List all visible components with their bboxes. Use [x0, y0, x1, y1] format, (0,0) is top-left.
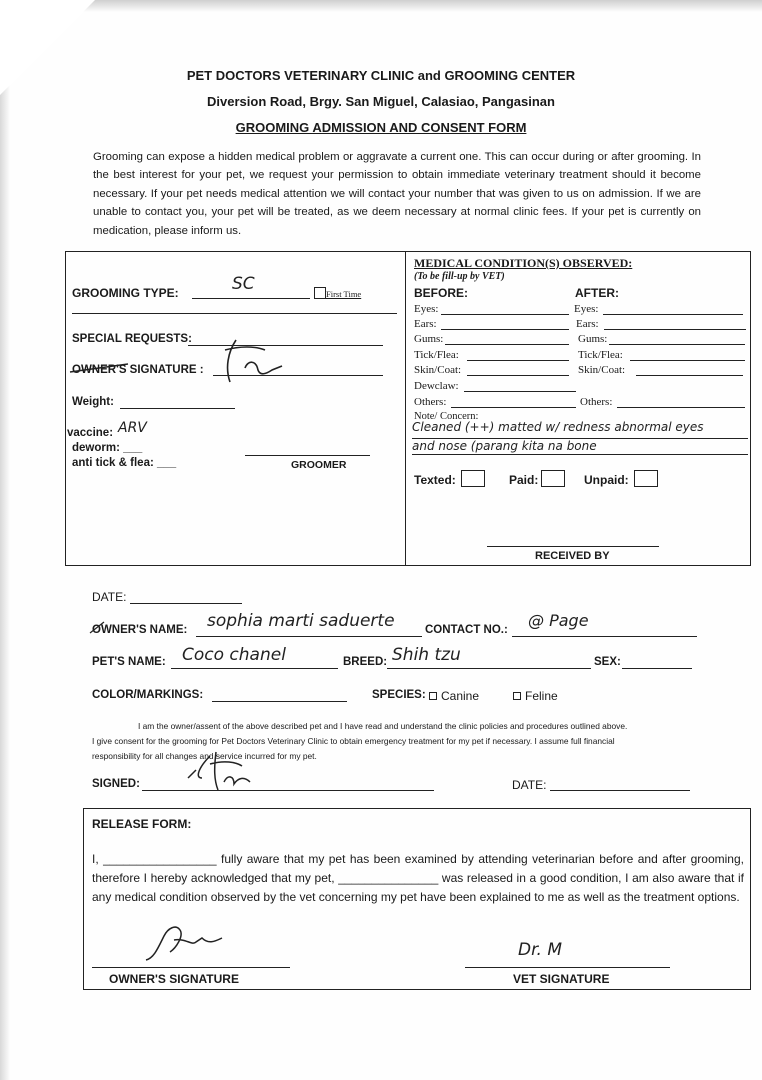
- release-title: RELEASE FORM:: [92, 817, 192, 831]
- groomer-label: GROOMER: [291, 459, 347, 471]
- release-owner-signature: [140, 918, 240, 968]
- release-owner-line[interactable]: [92, 967, 290, 968]
- before-ears-label: Ears:: [414, 318, 437, 330]
- grooming-type-label: GROOMING TYPE:: [72, 286, 179, 300]
- before-ears-line[interactable]: [441, 329, 569, 330]
- color-line[interactable]: [212, 701, 347, 702]
- after-tick-label: Tick/Flea:: [578, 349, 623, 361]
- medical-title: MEDICAL CONDITION(S) OBSERVED:: [414, 256, 633, 270]
- after-ears-label: Ears:: [576, 318, 599, 330]
- canine-label: Canine: [441, 689, 480, 703]
- feline-checkbox[interactable]: [513, 692, 521, 700]
- contact-value: @ Page: [528, 611, 589, 630]
- vet-sig-label: VET SIGNATURE: [513, 972, 610, 986]
- special-requests-label: SPECIAL REQUESTS:: [72, 333, 192, 345]
- pet-name-label: PET'S NAME:: [92, 656, 166, 668]
- intro-paragraph: Grooming can expose a hidden medical problem or aggravate a current one. This can occur during or after grooming. In the best interest for your pet, we request your permission to obtain immediate veterinary treatment should it become necessary. If your pet needs medical attention we will contact your number that was given to us on admission. If we are unable to contact you, your pet will be treated, as we deem necessary at normal clinic fees. If your pet is currently on medication, please inform us.: [93, 151, 701, 237]
- signed-signature: [180, 748, 270, 793]
- note-label: Note/ Concern:: [414, 411, 479, 422]
- texted-label: Texted:: [414, 473, 456, 487]
- grooming-type-line[interactable]: [192, 298, 310, 299]
- breed-value: Shih tzu: [392, 645, 461, 665]
- contact-line[interactable]: [512, 636, 697, 637]
- contact-label: CONTACT NO.:: [425, 624, 508, 636]
- sex-label: SEX:: [594, 656, 621, 668]
- release-text: I, _________________ fully aware that my pet has been examined by attending veterinarian before and after grooming, therefore I hereby acknowledged that my pet, _______________ was released in a good condition, I am also aware that if any medical condition observed by the vet concerning my pet have been explained to me as well as the treatment options.: [92, 852, 744, 904]
- pet-name-value: Coco chanel: [182, 645, 286, 665]
- date-line[interactable]: [130, 603, 242, 604]
- after-skin-label: Skin/Coat:: [578, 364, 626, 376]
- unpaid-label: Unpaid:: [584, 473, 629, 487]
- after-others-label: Others:: [580, 396, 613, 408]
- scan-edge-top: [0, 0, 762, 12]
- before-skin-line[interactable]: [467, 375, 569, 376]
- unpaid-checkbox[interactable]: [634, 470, 658, 487]
- box-divider: [405, 252, 406, 565]
- groomer-line[interactable]: [245, 455, 370, 456]
- before-dewclaw-line[interactable]: [464, 391, 576, 392]
- received-by-line[interactable]: [487, 546, 659, 547]
- before-gums-label: Gums:: [414, 333, 444, 345]
- anti-tick-label: anti tick & flea: ___: [72, 457, 177, 469]
- signed-label: SIGNED:: [92, 778, 140, 790]
- breed-label: BREED:: [343, 656, 388, 668]
- owner-signature-label: OWNER'S SIGNATURE :: [72, 364, 204, 376]
- before-gums-line[interactable]: [445, 344, 569, 345]
- before-tick-line[interactable]: [467, 360, 569, 361]
- vaccine-value: ARV: [118, 420, 147, 436]
- paid-label: Paid:: [509, 473, 539, 487]
- vaccine-label: vaccine:: [67, 427, 114, 439]
- date-label: DATE:: [92, 590, 127, 604]
- release-owner-sig-label: OWNER'S SIGNATURE: [109, 972, 239, 986]
- date2-label: DATE:: [512, 778, 547, 792]
- pet-name-line[interactable]: [171, 668, 338, 669]
- first-time-label: First Time: [326, 289, 362, 299]
- scan-edge-left: [0, 0, 10, 1080]
- grooming-type-extra-line[interactable]: [72, 313, 397, 314]
- owner-name-line[interactable]: [196, 636, 422, 637]
- medical-subtitle: (To be fill-up by VET): [414, 271, 505, 282]
- after-others-line[interactable]: [617, 407, 745, 408]
- weight-label: Weight:: [72, 396, 114, 408]
- before-others-label: Others:: [414, 396, 447, 408]
- note-rule-2[interactable]: [412, 454, 748, 455]
- received-by-label: RECEIVED BY: [535, 550, 610, 562]
- color-label: COLOR/MARKINGS:: [92, 689, 204, 701]
- canine-checkbox[interactable]: [429, 692, 437, 700]
- form-title: GROOMING ADMISSION AND CONSENT FORM: [235, 120, 527, 135]
- grooming-type-value: SC: [232, 274, 255, 294]
- vet-sig-line[interactable]: [465, 967, 670, 968]
- consent-line-3: responsibility for all changes and service incurred for my pet.: [92, 751, 317, 761]
- paid-checkbox[interactable]: [541, 470, 565, 487]
- note-line-2: and nose (parang kita na bone: [412, 439, 597, 453]
- before-others-line[interactable]: [451, 407, 576, 408]
- breed-line[interactable]: [387, 668, 591, 669]
- clinic-address: Diversion Road, Brgy. San Miguel, Calasiao, Pangasinan: [207, 94, 555, 109]
- deworm-label: deworm: ___: [72, 442, 143, 454]
- after-tick-line[interactable]: [630, 360, 745, 361]
- before-skin-label: Skin/Coat:: [414, 364, 462, 376]
- date2-line[interactable]: [550, 790, 690, 791]
- after-ears-line[interactable]: [604, 329, 746, 330]
- species-label: SPECIES:: [372, 689, 426, 701]
- weight-line[interactable]: [120, 408, 235, 409]
- first-time-checkbox[interactable]: [314, 287, 326, 299]
- before-tick-label: Tick/Flea:: [414, 349, 459, 361]
- consent-line-2: I give consent for the grooming for Pet Doctors Veterinary Clinic to obtain emergency treatment for my pet if necessary. I assume full financial: [92, 736, 615, 746]
- sex-line[interactable]: [622, 668, 692, 669]
- before-eyes-line[interactable]: [441, 314, 569, 315]
- owner-name-value: sophia marti saduerte: [207, 611, 395, 631]
- after-gums-label: Gums:: [578, 333, 608, 345]
- clinic-name: PET DOCTORS VETERINARY CLINIC and GROOMING CENTER: [186, 68, 576, 83]
- vet-signature-value: Dr. M: [518, 940, 562, 960]
- owner-name-strike: [88, 620, 108, 636]
- before-label: BEFORE:: [414, 286, 468, 300]
- after-eyes-label: Eyes:: [574, 303, 599, 315]
- feline-label: Feline: [525, 689, 558, 703]
- before-dewclaw-label: Dewclaw:: [414, 380, 459, 392]
- texted-checkbox[interactable]: [461, 470, 485, 487]
- after-skin-line[interactable]: [636, 375, 743, 376]
- note-line-1: Cleaned (++) matted w/ redness abnormal eyes: [412, 420, 704, 434]
- after-eyes-line[interactable]: [603, 314, 743, 315]
- after-gums-line[interactable]: [609, 344, 745, 345]
- owner-name-label: OWNER'S NAME:: [92, 624, 188, 636]
- owner-signature-scribble: [60, 330, 290, 390]
- consent-line-1: I am the owner/assent of the above described pet and I have read and understand the clinic policies and procedures outlined above.: [138, 721, 628, 731]
- after-label: AFTER:: [575, 286, 619, 300]
- before-eyes-label: Eyes:: [414, 303, 439, 315]
